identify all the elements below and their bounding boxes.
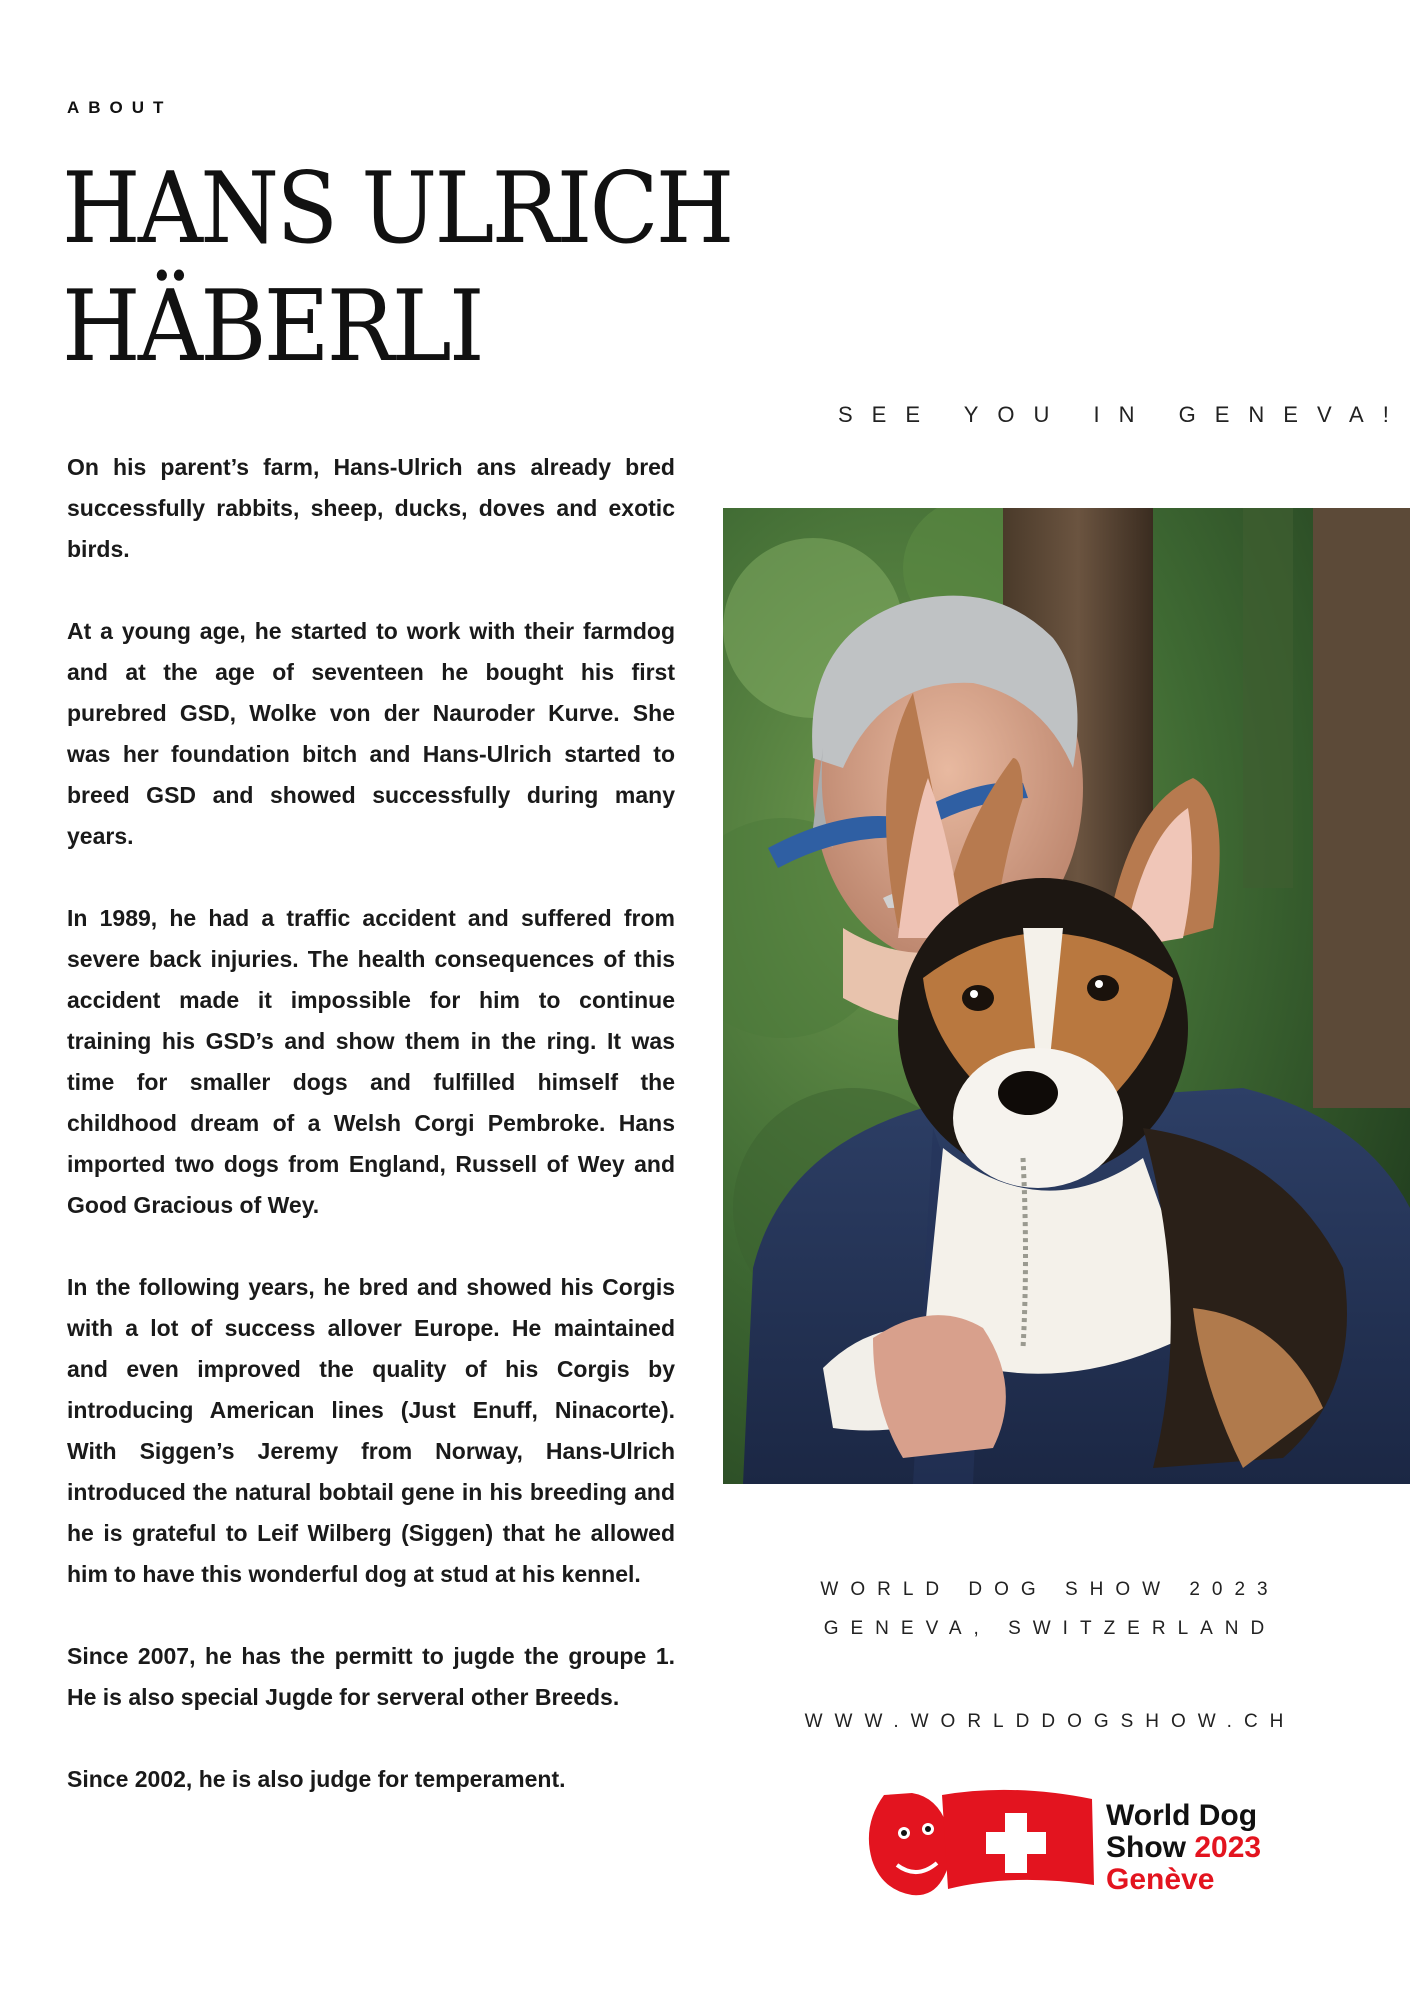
bio-paragraph-4: In the following years, he bred and showed his Corgis with a lot of success allover Europe. He maintained and even improved the quality of his Corgis by introducing American lines (Just Enuff, Ninacorte). With Siggen’s Jeremy from Norway, Hans-Ulrich introduced the natural bobtail gene in his breeding and he is grateful to Leif Wilberg (Siggen) that he allowed him to have this wonderful dog at stud at his kennel. bbox=[67, 1274, 675, 1587]
event-name: WORLD DOG SHOW 2023 bbox=[820, 1579, 1280, 1600]
logo-line-1: World Dog bbox=[1106, 1799, 1258, 1832]
bio-paragraph-5: Since 2007, he has the permitt to jugde the groupe 1. He is also special Jugde for serveral other Breeds. bbox=[67, 1643, 675, 1710]
bio-paragraph-6: Since 2002, he is also judge for temperament. bbox=[67, 1766, 566, 1792]
svg-text:Show 2023 bbox=[1106, 1831, 1261, 1864]
logo-line-3: Genève bbox=[1106, 1863, 1215, 1896]
logo-line-2a: Show bbox=[1106, 1831, 1195, 1864]
bio-paragraph-1: On his parent’s farm, Hans-Ulrich ans already bred successfully rabbits, sheep, ducks, doves and exotic birds. bbox=[67, 454, 675, 562]
bio-text bbox=[67, 447, 675, 1841]
world-dog-show-logo bbox=[862, 1785, 1282, 1905]
dog-mascot-icon bbox=[869, 1793, 951, 1895]
website-link[interactable]: WWW.WORLDDOGSHOW.CH bbox=[804, 1711, 1296, 1732]
title-line-2: HÄBERLI bbox=[62, 270, 482, 384]
eyebrow-label: ABOUT bbox=[67, 98, 173, 117]
logo-line-2b: 2023 bbox=[1194, 1831, 1262, 1864]
bio-paragraph-2: At a young age, he started to work with their farmdog and at the age of seventeen he bought his first purebred GSD, Wolke von der Nauroder Kurve. She was her foundation bitch and Hans-Ulrich started to breed GSD and showed successfully during many years. bbox=[67, 618, 675, 849]
tagline: SEE YOU IN GENEVA! bbox=[838, 402, 1408, 427]
title-line-1: HANS ULRICH bbox=[62, 152, 732, 266]
portrait-photo bbox=[723, 508, 1410, 1484]
page-title bbox=[62, 150, 732, 386]
bio-paragraph-3: In 1989, he had a traffic accident and suffered from severe back injuries. The health consequences of this accident made it impossible for him to continue training his GSD’s and show them in the ring. It was time for smaller dogs and fulfilled himself the childhood dream of a Welsh Corgi Pembroke. Hans imported two dogs from England, Russell of Wey and Good Gracious of Wey. bbox=[67, 905, 675, 1218]
event-location: GENEVA, SWITZERLAND bbox=[823, 1618, 1277, 1639]
